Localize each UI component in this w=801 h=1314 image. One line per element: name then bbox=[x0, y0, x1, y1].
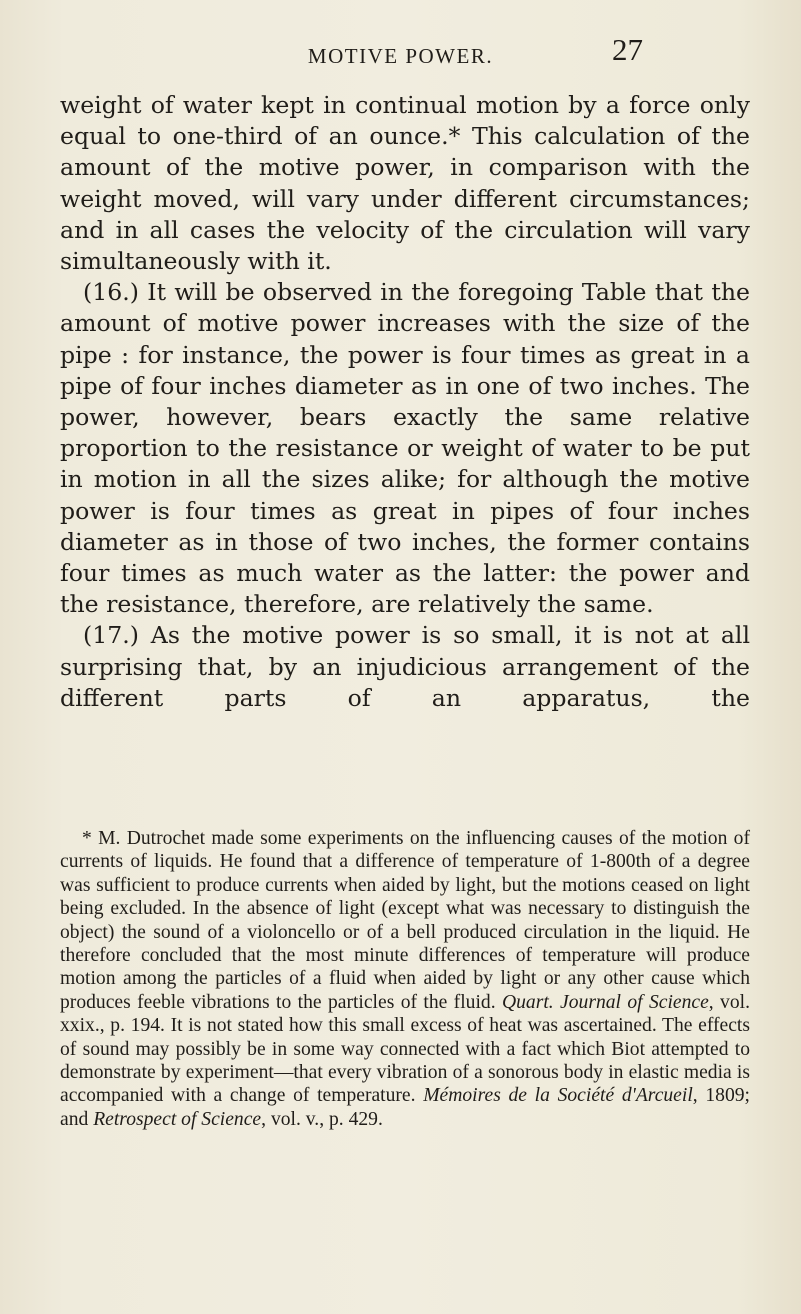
page-number: 27 bbox=[612, 32, 643, 67]
paragraph-16: (16.) It will be observed in the foregoing Table that the amount of motive power increases with the size of the pipe : for instance, the power is four times as great in a pipe of four inches diameter as in one of two inches. The power, however, bears exactly the same relative proportion to the resistance or weight of water to be put in motion in all the sizes alike; for although the motive power is four times as great in pipes of four inches diameter as in those of two inches, the former contains four times as much water as the latter: the power and the resistance, therefore, are relatively the same. bbox=[60, 278, 750, 619]
running-head bbox=[0, 32, 801, 72]
footnote-text bbox=[60, 827, 750, 1131]
footnote-part-4: , vol. v., p. 429. bbox=[261, 1108, 383, 1130]
footnote-citation-retrospect: Retrospect of Science bbox=[93, 1108, 262, 1130]
body-text bbox=[60, 90, 750, 714]
footnote-part-2: , vol. xxix., p. 194. It is not stated how this small excess of heat was ascertained. The effects of sound may possibly be in some way connected with a fact which Biot attempted to demonstrate by experiment—that every vibration of a sonorous body in elastic media is accompanied with a change of temperature. bbox=[60, 991, 750, 1107]
running-head-title: MOTIVE POWER. bbox=[307, 44, 494, 68]
footnote bbox=[60, 827, 750, 1131]
footnote-part-3: , 1809; and bbox=[60, 1085, 750, 1130]
footnote-part-1: * M. Dutrochet made some experiments on the influencing causes of the motion of currents of liquids. He found that a difference of temperature of 1-800th of a degree was sufficient to produce currents when aided by light, but the motions ceased on light being excluded. In the absence of light (except what was necessary to distinguish the object) the sound of a violoncello or of a bell produced circulation in the liquid. He therefore concluded that the most minute differences of temperature will produce motion among the particles of a fluid when aided by light or any other cause which produces feeble vibrations to the particles of the fluid. bbox=[60, 828, 750, 1013]
footnote-citation-memoires: Mémoires de la Société d'Arcueil bbox=[423, 1085, 693, 1107]
paragraph-17: (17.) As the motive power is so small, it is not at all surprising that, by an injudicious arrangement of the different parts of an apparatus, the bbox=[60, 621, 750, 712]
paragraph-continuation: weight of water kept in continual motion by a force only equal to one-third of an ounce.* This calculation of the amount of the motive power, in comparison with the weight moved, will vary under different circumstances; and in all cases the velocity of the circulation will vary simultaneously with it. bbox=[60, 91, 750, 276]
footnote-citation-quart-journal: Quart. Journal of Science bbox=[501, 991, 709, 1013]
